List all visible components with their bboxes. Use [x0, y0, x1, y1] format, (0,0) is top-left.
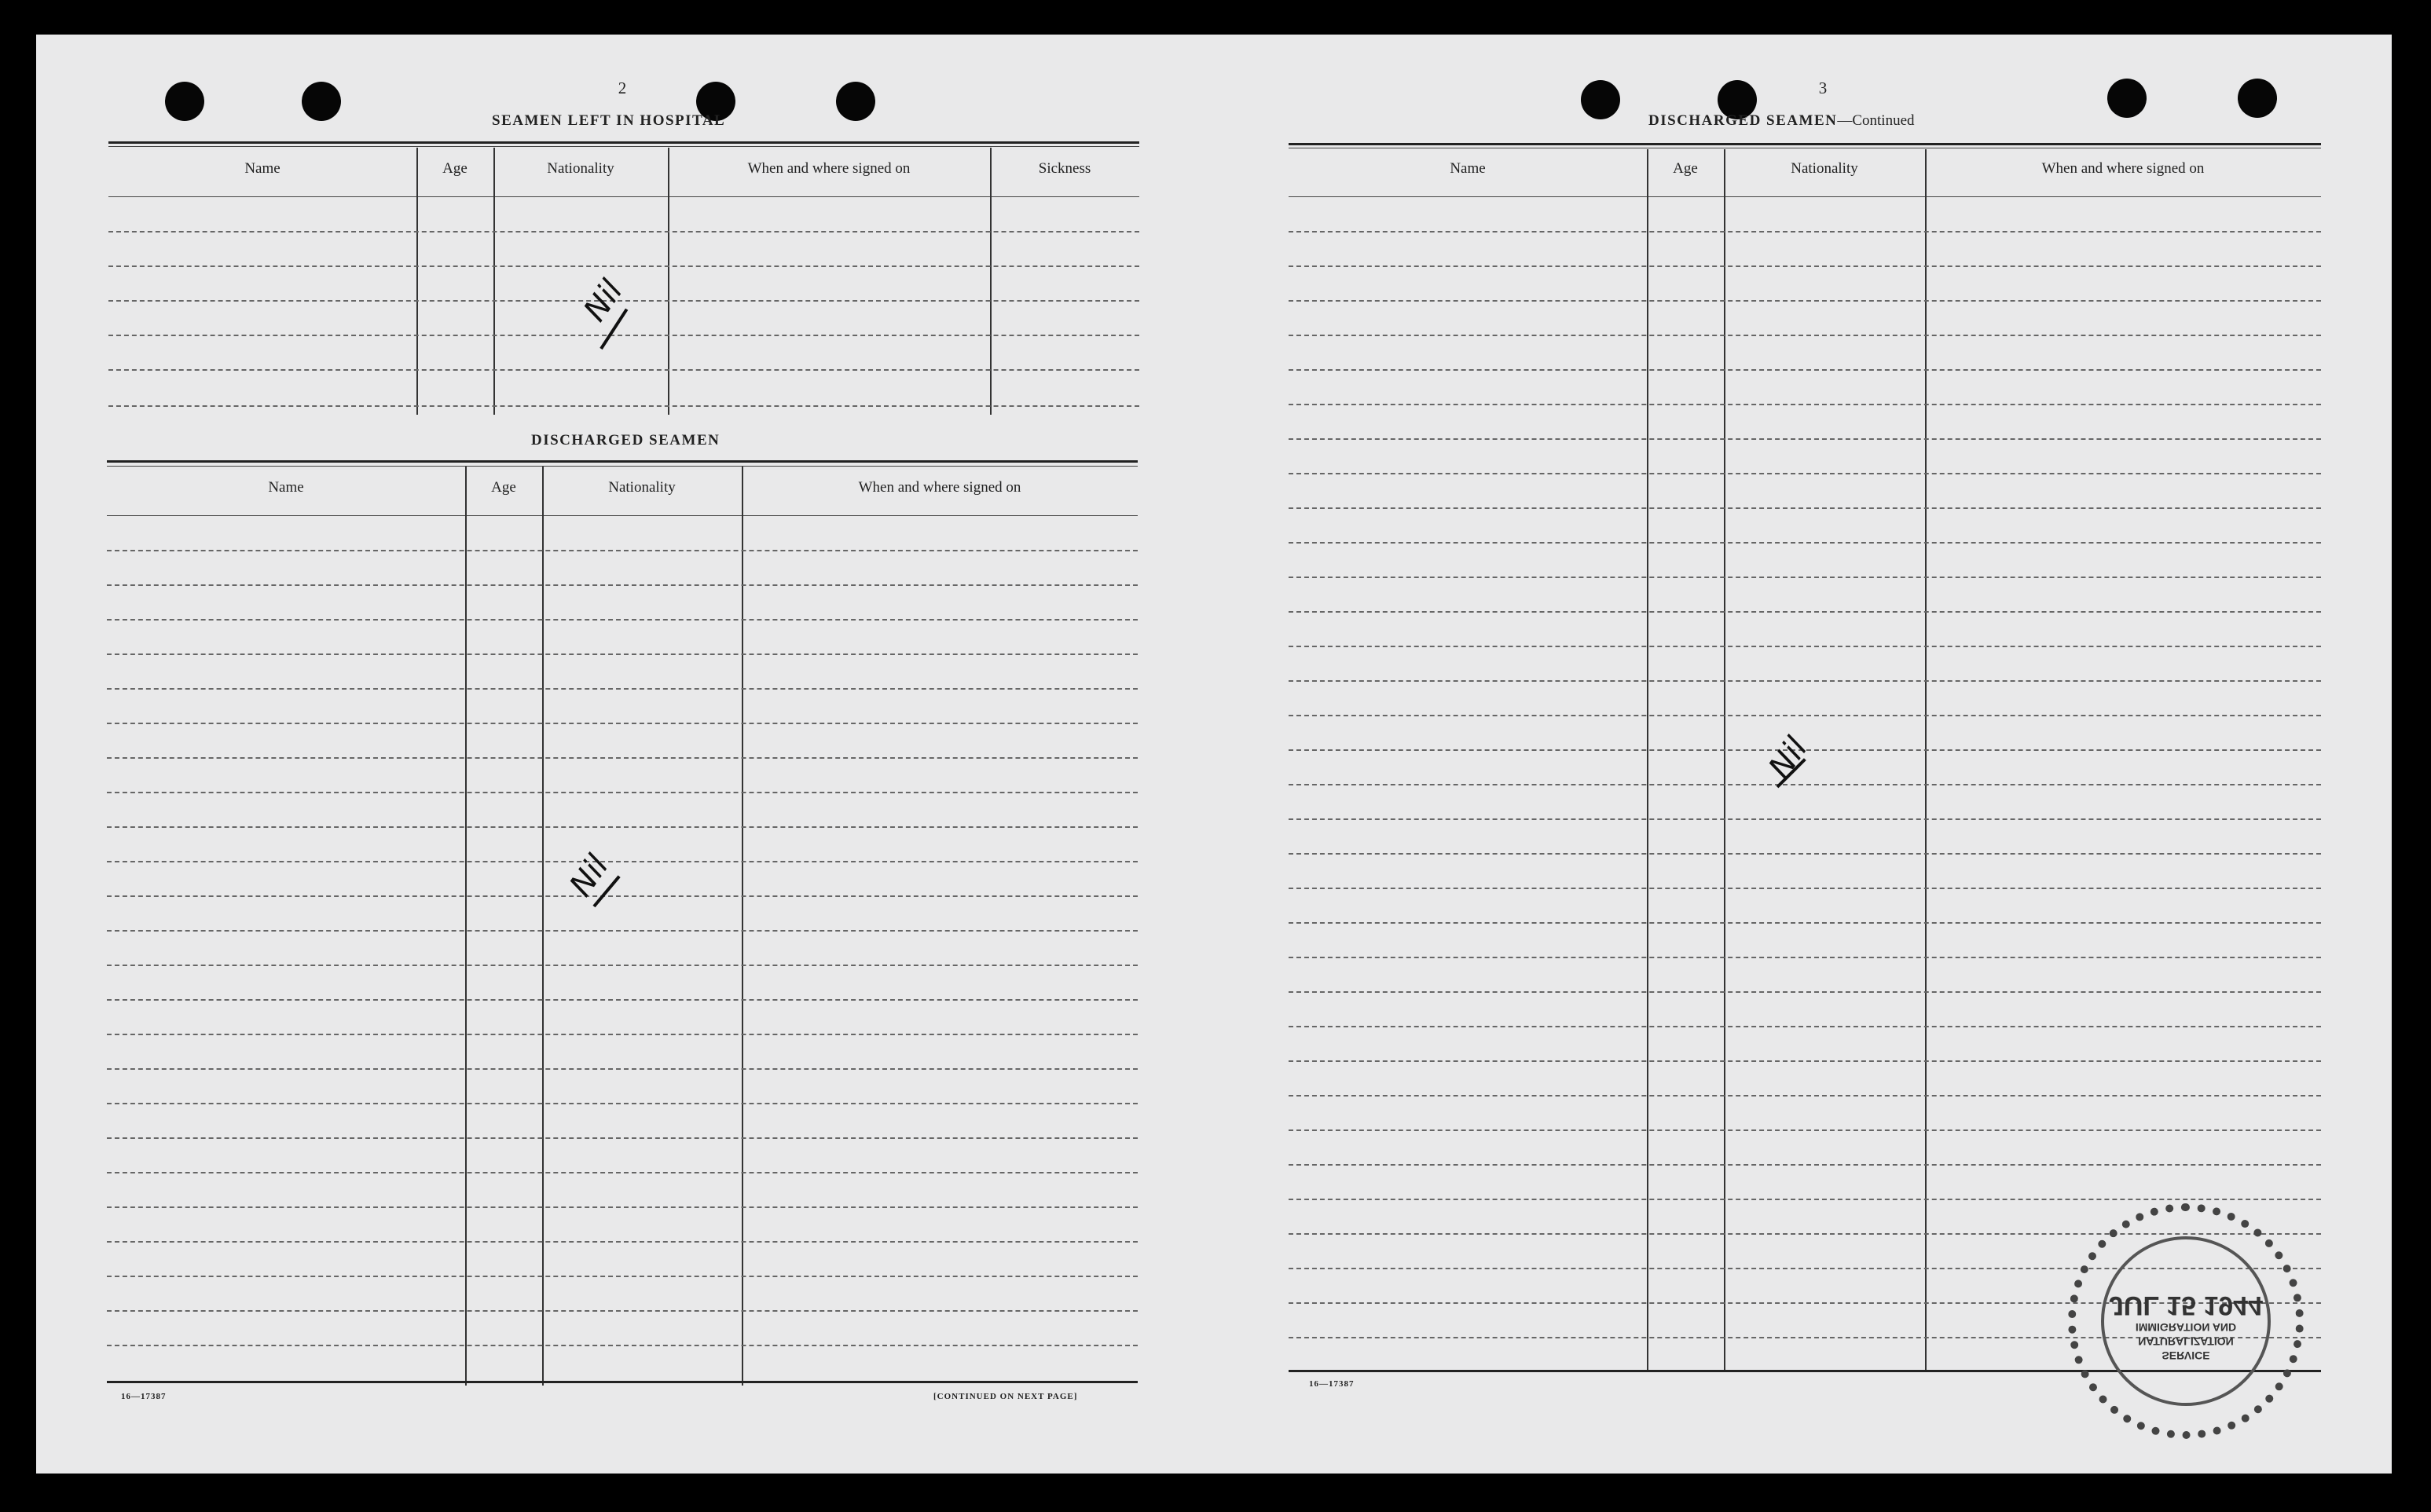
hospital-header-nationality: Nationality — [547, 160, 614, 177]
hospital-section-title: SEAMEN LEFT IN HOSPITAL — [492, 112, 726, 129]
form-number-left: 16—17387 — [121, 1392, 167, 1401]
stamp-line: IMMIGRATION AND — [2135, 1321, 2237, 1334]
hospital-header-sickness: Sickness — [1038, 160, 1091, 177]
stamp-line: SERVICE — [2162, 1349, 2210, 1362]
punch-hole — [302, 82, 341, 121]
handwritten-nil-discharged-left: Nil — [563, 848, 616, 903]
punch-hole — [836, 82, 875, 121]
handwritten-nil-discharged-right: Nil — [1762, 730, 1815, 785]
right-header-signed-on: When and where signed on — [2041, 160, 2205, 177]
stamp-date: JUL 15 1944 — [2109, 1291, 2263, 1320]
discharged-header-name: Name — [268, 479, 304, 496]
hospital-header-signed-on: When and where signed on — [747, 160, 911, 177]
stamp-line: NATURALIZATION — [2138, 1335, 2234, 1348]
page-number-left: 2 — [618, 79, 627, 97]
discharged-continued-title-main: DISCHARGED SEAMEN — [1648, 112, 1838, 129]
handwritten-nil-hospital: Nil — [577, 273, 630, 328]
hospital-table — [108, 141, 1139, 416]
hospital-header-age: Age — [442, 160, 468, 177]
punch-hole — [1581, 80, 1620, 119]
form-number-right: 16—17387 — [1309, 1379, 1355, 1389]
discharged-continued-title — [1648, 112, 1915, 130]
discharged-table-left — [107, 460, 1138, 1384]
immigration-stamp — [2068, 1203, 2304, 1439]
discharged-section-title: DISCHARGED SEAMEN — [531, 432, 720, 448]
hospital-header-name: Name — [244, 160, 280, 177]
discharged-header-signed-on: When and where signed on — [858, 479, 1021, 496]
punch-hole — [165, 82, 204, 121]
discharged-header-age: Age — [491, 479, 516, 496]
punch-hole — [2107, 79, 2147, 118]
discharged-continued-title-suffix: —Continued — [1837, 112, 1915, 129]
punch-hole — [2238, 79, 2277, 118]
right-header-age: Age — [1673, 160, 1698, 177]
continued-note: [CONTINUED ON NEXT PAGE] — [933, 1392, 1078, 1401]
right-header-name: Name — [1450, 160, 1486, 177]
discharged-header-nationality: Nationality — [608, 479, 676, 496]
page-number-right: 3 — [1818, 79, 1828, 97]
right-header-nationality: Nationality — [1791, 160, 1858, 177]
